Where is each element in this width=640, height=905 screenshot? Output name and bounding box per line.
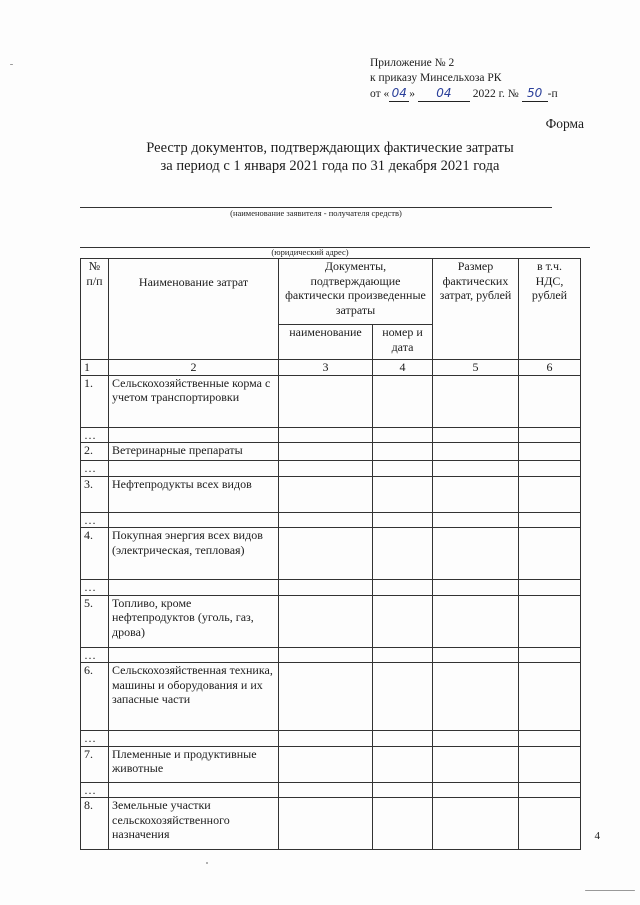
row-name: Сельскохозяйственная техника, машины и оборудования и их запасные части	[109, 663, 279, 731]
cell-empty	[433, 512, 519, 528]
cell-empty	[279, 663, 373, 731]
ellipsis-row	[81, 647, 581, 663]
page-number: 4	[594, 830, 600, 842]
column-number-row	[81, 360, 581, 376]
cell-empty	[279, 647, 373, 663]
cell-empty	[279, 731, 373, 747]
cell-empty	[433, 375, 519, 427]
cell-empty	[433, 731, 519, 747]
ellipsis-row	[81, 782, 581, 798]
row-name: Племенные и продуктивные животные	[109, 746, 279, 782]
cell-empty	[373, 663, 433, 731]
row-num: 1.	[81, 375, 109, 427]
table-row	[81, 528, 581, 580]
cell-empty	[279, 443, 373, 461]
cell-empty	[279, 595, 373, 647]
cell-empty	[279, 476, 373, 512]
row-ellipsis: …	[81, 782, 109, 798]
cell-empty	[373, 528, 433, 580]
appendix-month: 04	[418, 86, 470, 102]
cell-empty	[519, 512, 581, 528]
cell-empty	[433, 663, 519, 731]
cell-empty	[519, 580, 581, 596]
row-num: 5.	[81, 595, 109, 647]
cell-empty	[279, 512, 373, 528]
row-name: Сельскохозяйственные корма с учетом транспортировки	[109, 375, 279, 427]
cell-empty	[519, 782, 581, 798]
table-row	[81, 663, 581, 731]
row-num: 2.	[81, 443, 109, 461]
header-doc-numdate: номер и дата	[373, 325, 433, 360]
cell-empty	[433, 476, 519, 512]
cell-empty	[519, 476, 581, 512]
row-num: 4.	[81, 528, 109, 580]
cell-empty	[109, 427, 279, 443]
ellipsis-row	[81, 461, 581, 477]
cell-empty	[519, 647, 581, 663]
cell-empty	[373, 580, 433, 596]
cell-empty	[519, 461, 581, 477]
table-row	[81, 595, 581, 647]
cell-empty	[373, 375, 433, 427]
row-name: Земельные участки сельскохозяйственного назначения	[109, 798, 279, 850]
cell-empty	[519, 746, 581, 782]
row-ellipsis: …	[81, 461, 109, 477]
appendix-year: 2022 г. №	[472, 88, 519, 100]
cell-empty	[279, 461, 373, 477]
title-line2: за период с 1 января 2021 года по 31 декабря 2021 года	[160, 158, 500, 174]
appendix-number: 50	[522, 86, 548, 102]
column-number: 3	[279, 360, 373, 376]
row-name: Нефтепродукты всех видов	[109, 476, 279, 512]
row-ellipsis: …	[81, 427, 109, 443]
scan-speck	[206, 862, 208, 864]
column-number: 2	[109, 360, 279, 376]
cell-empty	[373, 782, 433, 798]
appendix-line2: к приказу Минсельхоза РК	[370, 72, 502, 84]
cell-empty	[373, 798, 433, 850]
appendix-line1: Приложение № 2	[370, 57, 455, 69]
row-name: Покупная энергия всех видов (электрическая, тепловая)	[109, 528, 279, 580]
appendix-block	[370, 56, 558, 102]
row-ellipsis: …	[81, 580, 109, 596]
row-ellipsis: …	[81, 647, 109, 663]
table-row	[81, 476, 581, 512]
column-number: 4	[373, 360, 433, 376]
header-name: Наименование затрат	[109, 259, 279, 360]
cell-empty	[373, 443, 433, 461]
cell-empty	[519, 595, 581, 647]
cell-empty	[519, 528, 581, 580]
row-name: Топливо, кроме нефтепродуктов (уголь, газ, дрова)	[109, 595, 279, 647]
cell-empty	[109, 782, 279, 798]
cell-empty	[433, 461, 519, 477]
title-line1: Реестр документов, подтверждающих фактические затраты	[146, 140, 514, 156]
cell-empty	[373, 595, 433, 647]
cell-empty	[519, 731, 581, 747]
cell-empty	[519, 443, 581, 461]
cell-empty	[109, 580, 279, 596]
cell-empty	[279, 782, 373, 798]
cell-empty	[373, 746, 433, 782]
cell-empty	[109, 461, 279, 477]
ellipsis-row	[81, 427, 581, 443]
ellipsis-row	[81, 512, 581, 528]
cell-empty	[433, 443, 519, 461]
table-row	[81, 375, 581, 427]
cell-empty	[433, 782, 519, 798]
document-title	[110, 139, 550, 175]
cell-empty	[109, 512, 279, 528]
appendix-suffix: -п	[547, 88, 558, 100]
appendix-date-line	[370, 86, 558, 102]
cell-empty	[373, 647, 433, 663]
cell-empty	[373, 476, 433, 512]
cell-empty	[519, 427, 581, 443]
table-row	[81, 443, 581, 461]
cell-empty	[373, 731, 433, 747]
cell-empty	[519, 375, 581, 427]
scan-speck	[585, 890, 635, 891]
applicant-caption: (наименование заявителя - получателя средств)	[230, 208, 402, 218]
cell-empty	[433, 528, 519, 580]
row-ellipsis: …	[81, 512, 109, 528]
appendix-prefix: от «	[370, 88, 390, 100]
cell-empty	[279, 528, 373, 580]
cell-empty	[279, 798, 373, 850]
column-number: 6	[519, 360, 581, 376]
form-label: Форма	[545, 116, 584, 131]
appendix-day: 04	[389, 86, 409, 102]
cell-empty	[109, 731, 279, 747]
cell-empty	[373, 461, 433, 477]
row-name: Ветеринарные препараты	[109, 443, 279, 461]
header-vat: в т.ч. НДС, рублей	[519, 259, 581, 360]
costs-registry-table	[80, 258, 581, 850]
header-row	[81, 259, 581, 325]
ellipsis-row	[81, 731, 581, 747]
scan-speck	[10, 64, 13, 65]
row-ellipsis: …	[81, 731, 109, 747]
cell-empty	[433, 798, 519, 850]
cell-empty	[433, 427, 519, 443]
row-num: 7.	[81, 746, 109, 782]
cell-empty	[433, 580, 519, 596]
column-number: 5	[433, 360, 519, 376]
row-num: 3.	[81, 476, 109, 512]
cell-empty	[109, 647, 279, 663]
header-size: Размер фактических затрат, рублей	[433, 259, 519, 360]
cell-empty	[279, 375, 373, 427]
header-docs: Документы, подтверждающие фактически произведенные затраты	[279, 259, 433, 325]
table-row	[81, 798, 581, 850]
cell-empty	[279, 580, 373, 596]
column-number: 1	[81, 360, 109, 376]
table-row	[81, 746, 581, 782]
cell-empty	[433, 746, 519, 782]
ellipsis-row	[81, 580, 581, 596]
header-num: № п/п	[81, 259, 109, 360]
cell-empty	[279, 746, 373, 782]
cell-empty	[433, 595, 519, 647]
header-doc-name: наименование	[279, 325, 373, 360]
cell-empty	[519, 798, 581, 850]
cell-empty	[279, 427, 373, 443]
row-num: 6.	[81, 663, 109, 731]
cell-empty	[433, 647, 519, 663]
appendix-close-quote: »	[409, 88, 415, 100]
cell-empty	[373, 427, 433, 443]
address-caption: (юридический адрес)	[271, 247, 349, 257]
cell-empty	[519, 663, 581, 731]
cell-empty	[373, 512, 433, 528]
row-num: 8.	[81, 798, 109, 850]
